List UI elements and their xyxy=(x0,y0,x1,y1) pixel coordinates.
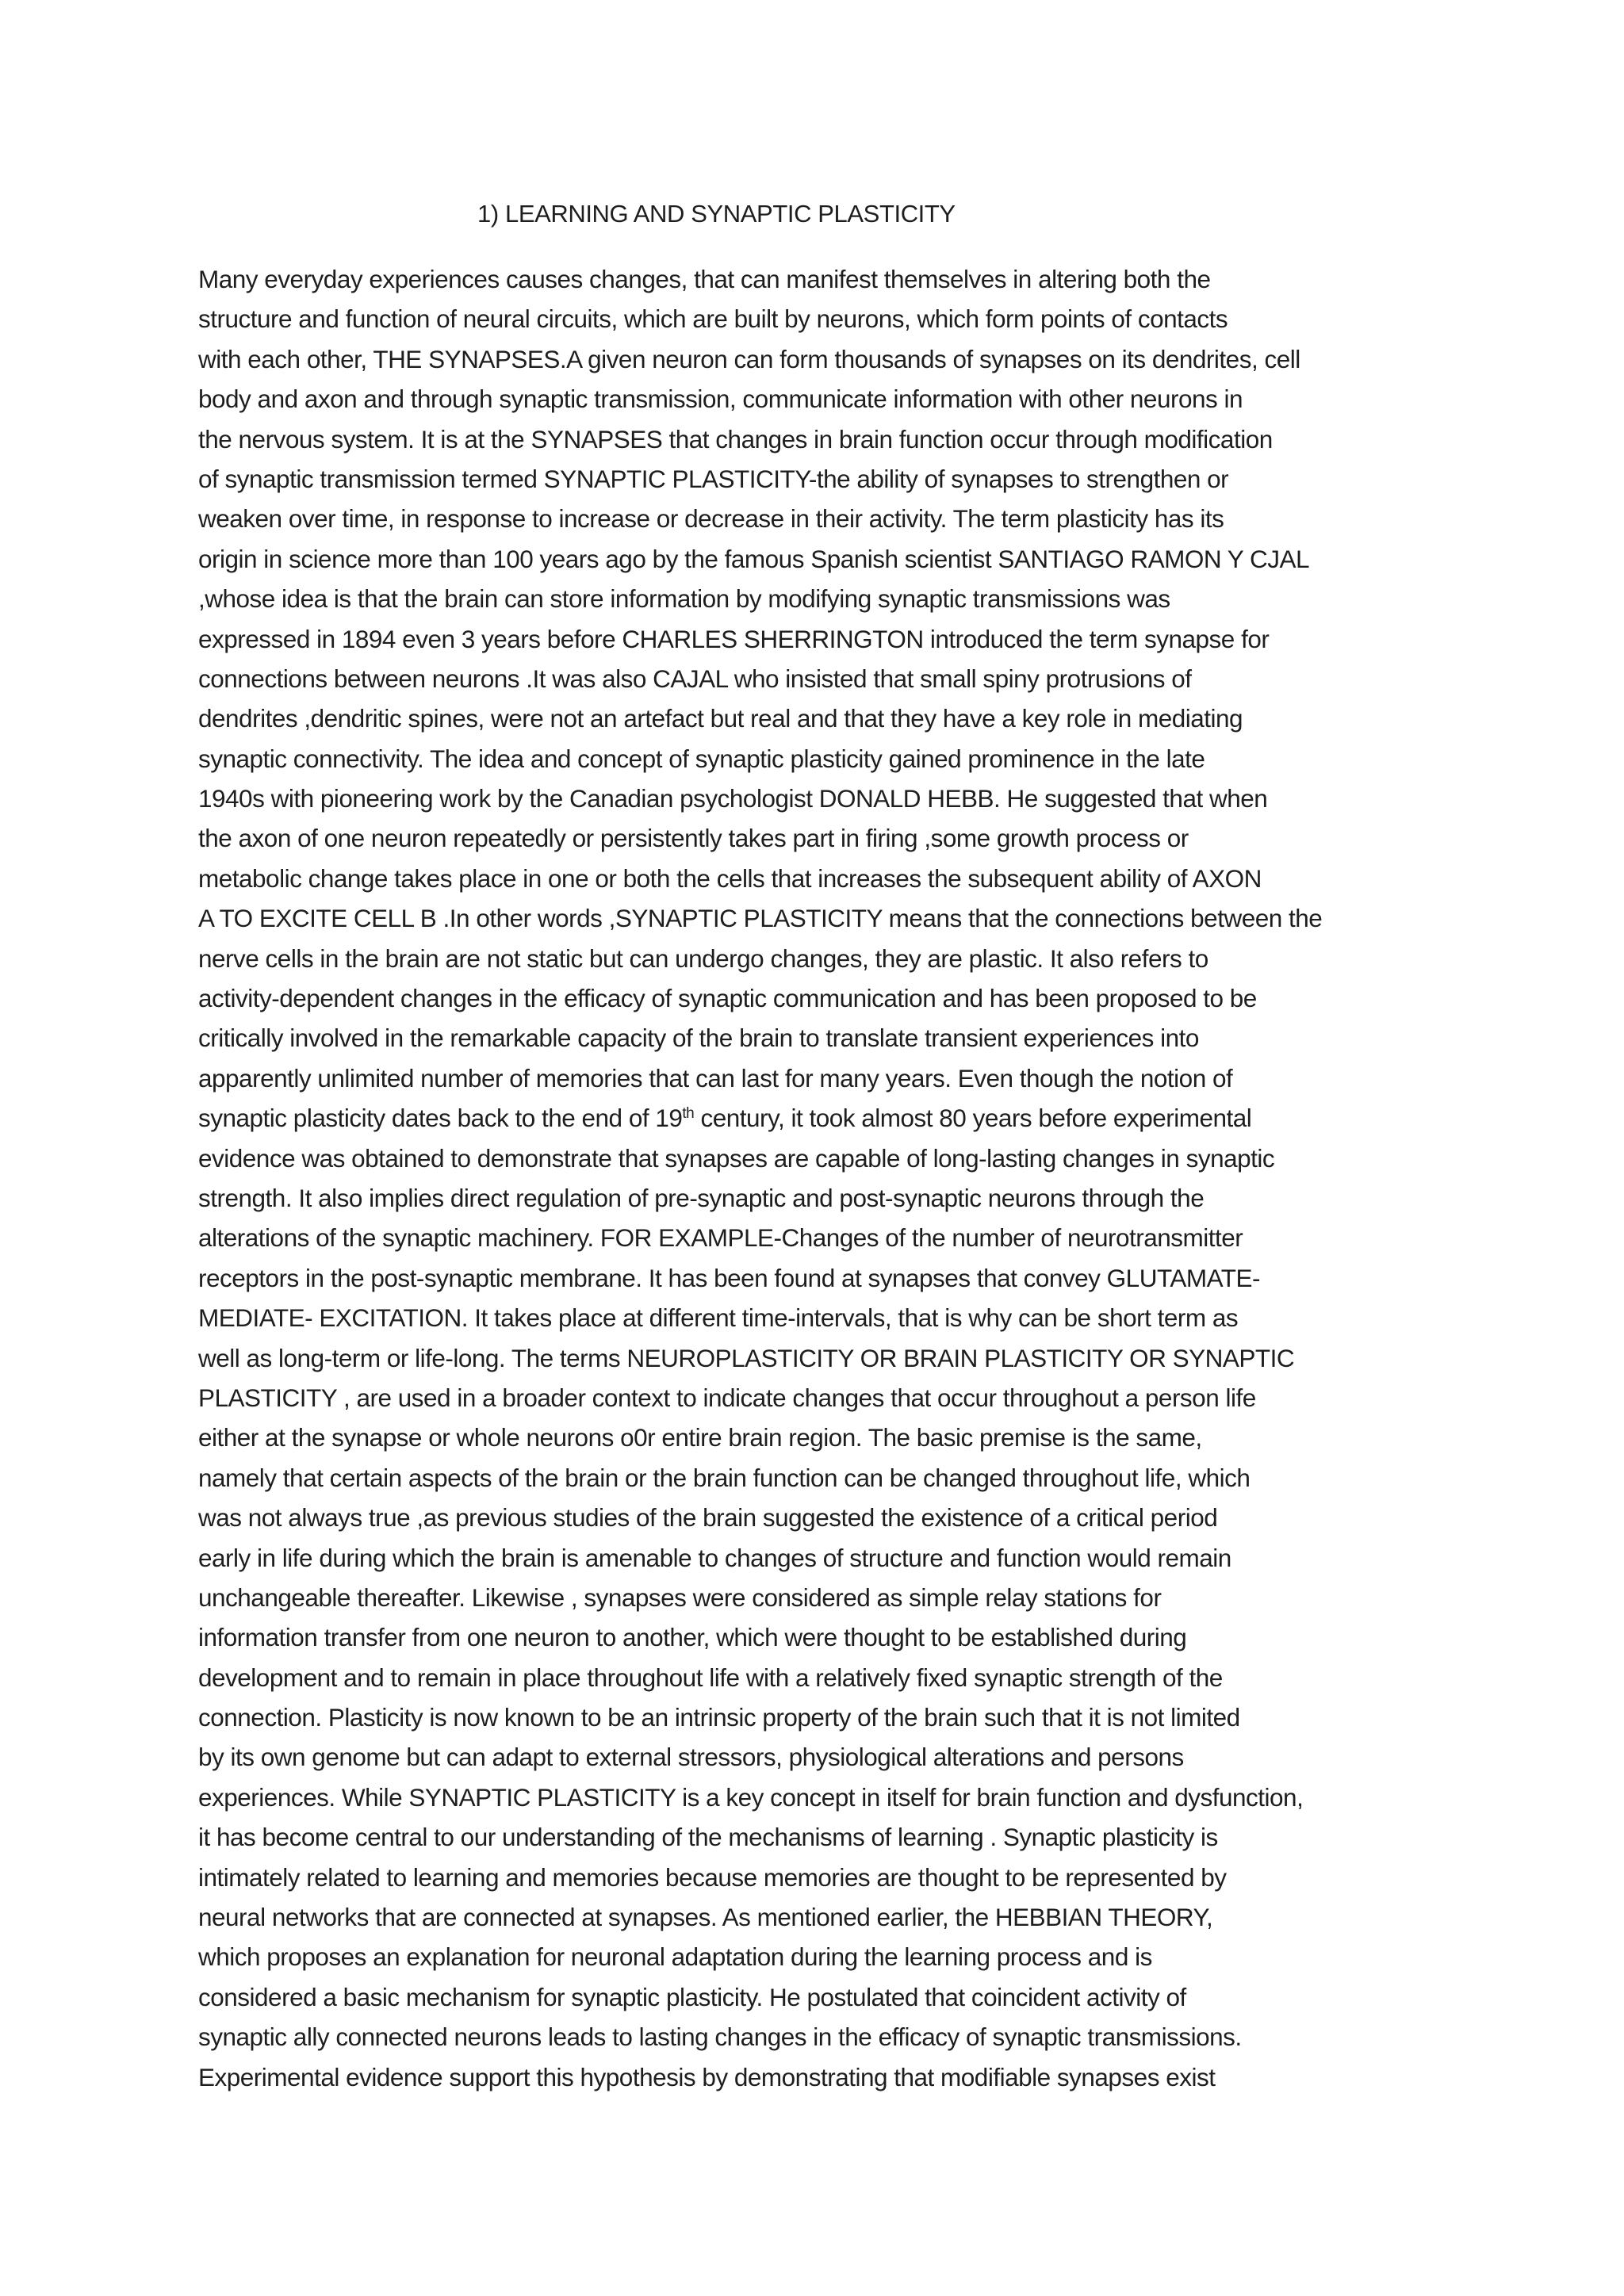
body-line: considered a basic mechanism for synaptic plasticity. He postulated that coincident activity of xyxy=(198,1982,1186,2011)
body-line: strength. It also implies direct regulation of pre-synaptic and post-synaptic neurons through the xyxy=(198,1183,1205,1212)
body-line-with-superscript xyxy=(198,1098,1443,1138)
body-line: activity-dependent changes in the efficacy of synaptic communication and has been proposed to be xyxy=(198,984,1257,1013)
body-line: structure and function of neural circuits, which are built by neurons, which form points of contacts xyxy=(198,304,1228,334)
body-line: receptors in the post-synaptic membrane. It has been found at synapses that convey GLUTAMATE- xyxy=(198,1263,1261,1292)
body-line: MEDIATE- EXCITATION. It takes place at different time-intervals, that is why can be short term as xyxy=(198,1303,1239,1333)
body-line: either at the synapse or whole neurons o0r entire brain region. The basic premise is the same, xyxy=(198,1423,1202,1452)
body-line: origin in science more than 100 years ago by the famous Spanish scientist SANTIAGO RAMON Y CJAL xyxy=(198,544,1310,573)
body-line: nerve cells in the brain are not static but can undergo changes, they are plastic. It also refers to xyxy=(198,943,1208,973)
body-line: weaken over time, in response to increase or decrease in their activity. The term plasticity has its xyxy=(198,504,1224,534)
body-line: metabolic change takes place in one or both the cells that increases the subsequent ability of AXON xyxy=(198,863,1262,893)
body-line: alterations of the synaptic machinery. FOR EXAMPLE-Changes of the number of neurotransmitter xyxy=(198,1223,1243,1253)
document-title: 1) LEARNING AND SYNAPTIC PLASTICITY xyxy=(477,200,956,228)
body-line: early in life during which the brain is amenable to changes of structure and function would remain xyxy=(198,1543,1231,1572)
body-line: expressed in 1894 even 3 years before CHARLES SHERRINGTON introduced the term synapse for xyxy=(198,624,1270,653)
body-line: intimately related to learning and memories because memories are thought to be represented by xyxy=(198,1862,1227,1892)
body-line: ,whose idea is that the brain can store information by modifying synaptic transmissions was xyxy=(198,584,1170,614)
document-body xyxy=(198,259,1443,2137)
body-line: 1940s with pioneering work by the Canadian psychologist DONALD HEBB. He suggested that when xyxy=(198,784,1268,813)
body-line: it has become central to our understanding of the mechanisms of learning . Synaptic plasticity is xyxy=(198,1823,1218,1852)
body-line: body and axon and through synaptic transmission, communicate information with other neurons in xyxy=(198,385,1243,414)
body-line: the nervous system. It is at the SYNAPSES that changes in brain function occur through modification xyxy=(198,424,1273,453)
body-line: neural networks that are connected at synapses. As mentioned earlier, the HEBBIAN THEORY, xyxy=(198,1903,1213,1932)
body-line: unchangeable thereafter. Likewise , synapses were considered as simple relay stations for xyxy=(198,1582,1162,1612)
body-line: was not always true ,as previous studies of the brain suggested the existence of a critical period xyxy=(198,1503,1218,1533)
body-line: synaptic ally connected neurons leads to lasting changes in the efficacy of synaptic transmissions. xyxy=(198,2022,1242,2052)
body-line: apparently unlimited number of memories that can last for many years. Even though the notion of xyxy=(198,1063,1233,1093)
body-line: experiences. While SYNAPTIC PLASTICITY is a key concept in itself for brain function and dysfunction, xyxy=(198,1782,1304,1812)
body-line: namely that certain aspects of the brain or the brain function can be changed throughout life, which xyxy=(198,1463,1251,1492)
body-line: Many everyday experiences causes changes, that can manifest themselves in altering both the xyxy=(198,265,1211,293)
body-line: with each other, THE SYNAPSES.A given neuron can form thousands of synapses on its dendrites, cell xyxy=(198,344,1300,373)
body-line: by its own genome but can adapt to external stressors, physiological alterations and persons xyxy=(198,1743,1184,1772)
body-line: Experimental evidence support this hypothesis by demonstrating that modifiable synapses exist xyxy=(198,2062,1216,2091)
body-line: information transfer from one neuron to another, which were thought to be established during xyxy=(198,1623,1187,1652)
body-line-tail: century, it took almost 80 years before experimental xyxy=(694,1104,1252,1133)
body-line: connections between neurons .It was also CAJAL who insisted that small spiny protrusions of xyxy=(198,664,1192,693)
body-line: development and to remain in place throughout life with a relatively fixed synaptic strength of the xyxy=(198,1663,1223,1692)
ordinal-superscript: th xyxy=(682,1105,695,1123)
body-line: evidence was obtained to demonstrate that synapses are capable of long-lasting changes in synaptic xyxy=(198,1143,1275,1173)
body-line: critically involved in the remarkable capacity of the brain to translate transient experiences into xyxy=(198,1024,1199,1053)
body-line: which proposes an explanation for neuronal adaptation during the learning process and is xyxy=(198,1942,1152,1972)
body-line: A TO EXCITE CELL B .In other words ,SYNAPTIC PLASTICITY means that the connections between the xyxy=(198,904,1323,933)
body-line: synaptic connectivity. The idea and concept of synaptic plasticity gained prominence in the late xyxy=(198,744,1205,773)
body-line: PLASTICITY , are used in a broader context to indicate changes that occur throughout a person life xyxy=(198,1383,1256,1412)
body-line: well as long-term or life-long. The terms NEUROPLASTICITY OR BRAIN PLASTICITY OR SYNAPTIC xyxy=(198,1343,1295,1372)
body-line-head: synaptic plasticity dates back to the end of 19 xyxy=(198,1104,683,1133)
body-line: of synaptic transmission termed SYNAPTIC PLASTICITY-the ability of synapses to strengthen or xyxy=(198,464,1229,493)
body-line: connection. Plasticity is now known to be an intrinsic property of the brain such that it is not limited xyxy=(198,1703,1240,1732)
body-line: dendrites ,dendritic spines, were not an artefact but real and that they have a key role in mediating xyxy=(198,704,1243,733)
body-line: the axon of one neuron repeatedly or persistently takes part in firing ,some growth process or xyxy=(198,824,1189,853)
body-line xyxy=(198,2097,1443,2137)
